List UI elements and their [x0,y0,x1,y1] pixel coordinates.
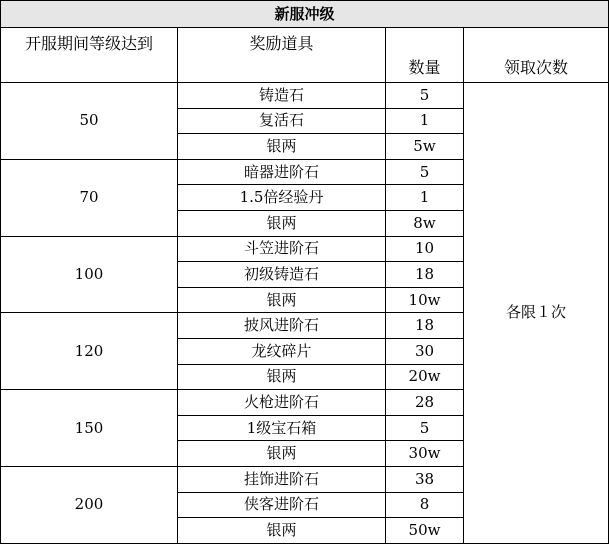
level-cell: 150 [1,390,178,467]
quantity-cell: 8w [386,210,464,236]
header-quantity: 数量 [386,28,464,83]
reward-item-cell: 银两 [178,287,386,313]
quantity-cell: 30w [386,441,464,467]
level-cell: 100 [1,236,178,313]
reward-item-cell: 初级铸造石 [178,262,386,288]
quantity-cell: 18 [386,262,464,288]
reward-item-cell: 银两 [178,134,386,160]
header-row [1,28,609,83]
header-claim-count: 领取次数 [464,28,609,83]
quantity-cell: 18 [386,313,464,339]
reward-item-cell: 银两 [178,518,386,544]
level-cell: 50 [1,83,178,160]
quantity-cell: 1 [386,108,464,134]
quantity-cell: 38 [386,466,464,492]
level-cell: 120 [1,313,178,390]
quantity-cell: 28 [386,390,464,416]
quantity-cell: 8 [386,492,464,518]
quantity-cell: 5 [386,83,464,109]
level-cell: 200 [1,466,178,543]
reward-item-cell: 披风进阶石 [178,313,386,339]
quantity-cell: 10 [386,236,464,262]
table-row [1,83,609,109]
claim-count-cell: 各限１次 [464,83,609,544]
reward-item-cell: 银两 [178,364,386,390]
reward-item-cell: 银两 [178,210,386,236]
quantity-cell: 5 [386,415,464,441]
reward-item-cell: 铸造石 [178,83,386,109]
header-level: 开服期间等级达到 [1,28,178,83]
reward-item-cell: 龙纹碎片 [178,338,386,364]
header-item: 奖励道具 [178,28,386,83]
quantity-cell: 50w [386,518,464,544]
quantity-cell: 1 [386,185,464,211]
table-body [1,1,609,544]
quantity-cell: 30 [386,338,464,364]
reward-item-cell: 1级宝石箱 [178,415,386,441]
reward-item-cell: 斗笠进阶石 [178,236,386,262]
table-title: 新服冲级 [1,1,609,28]
reward-item-cell: 侠客进阶石 [178,492,386,518]
quantity-cell: 10w [386,287,464,313]
reward-item-cell: 火枪进阶石 [178,390,386,416]
reward-item-cell: 挂饰进阶石 [178,466,386,492]
quantity-cell: 20w [386,364,464,390]
quantity-cell: 5w [386,134,464,160]
reward-item-cell: 1.5倍经验丹 [178,185,386,211]
title-row [1,1,609,28]
reward-item-cell: 暗器进阶石 [178,159,386,185]
quantity-cell: 5 [386,159,464,185]
reward-item-cell: 复活石 [178,108,386,134]
reward-item-cell: 银两 [178,441,386,467]
level-cell: 70 [1,159,178,236]
